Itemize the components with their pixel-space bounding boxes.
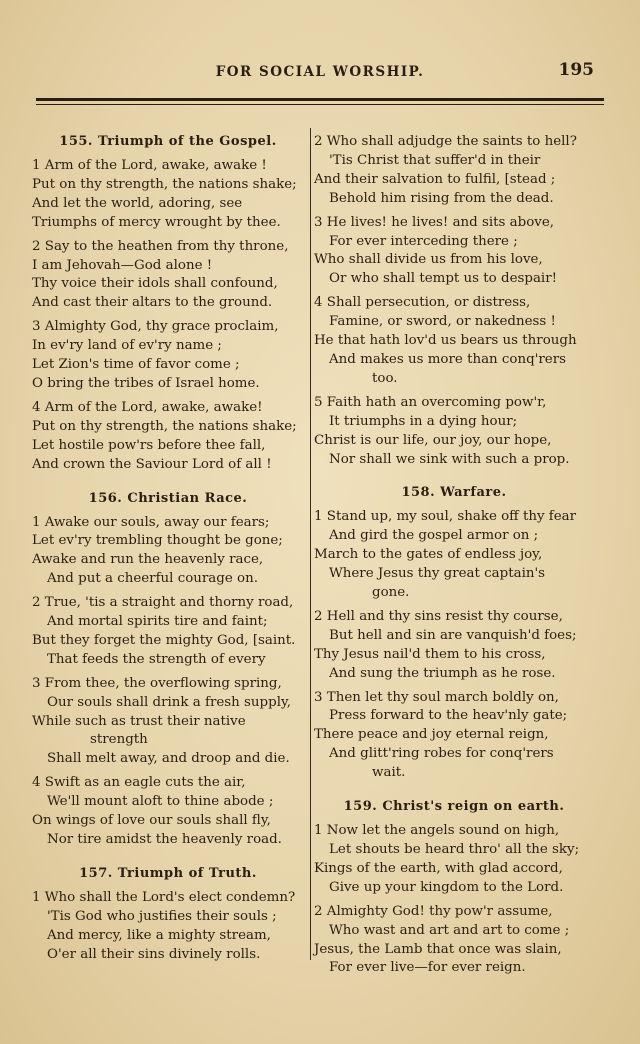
verse-line: Give up your kingdom to the Lord. <box>329 879 564 895</box>
verse-line: wait. <box>372 765 406 781</box>
running-header: FOR SOCIAL WORSHIP. <box>215 64 425 80</box>
verse-line: 4 Arm of the Lord, awake, awake! <box>32 399 263 415</box>
verse-line: 3 Almighty God, thy grace proclaim, <box>32 319 279 335</box>
hymn-157 <box>32 865 304 965</box>
verse-line: 3 He lives! he lives! and sits above, <box>314 214 555 230</box>
verse-line: Triumphs of mercy wrought by thee. <box>32 214 281 230</box>
stanza <box>314 133 594 209</box>
verse-line: Who shall divide us from his love, <box>314 252 543 268</box>
verse-line: 4 Swift as an eagle cuts the air, <box>32 775 246 791</box>
header-rule-thin <box>36 104 604 105</box>
stanza <box>32 889 304 965</box>
column-divider <box>310 128 311 960</box>
verse-line: 1 Stand up, my soul, shake off thy fear <box>314 509 577 525</box>
verse-line: 2 True, 'tis a straight and thorny road, <box>32 595 294 611</box>
verse-line: And mercy, like a mighty stream, <box>47 927 271 943</box>
verse-line: For ever live—for ever reign. <box>329 960 526 976</box>
stanza <box>32 157 304 233</box>
verse-line: 2 Say to the heathen from thy throne, <box>32 238 289 254</box>
verse-line: O'er all their sins divinely rolls. <box>47 946 261 962</box>
verse-line: 1 Who shall the Lord's elect condemn? <box>32 889 296 905</box>
verse-line: 1 Arm of the Lord, awake, awake ! <box>32 158 267 173</box>
verse-line: Thy Jesus nail'd them to his cross, <box>314 646 546 662</box>
verse-line: But they forget the mighty God, [saint. <box>32 632 296 648</box>
verse-line: Press forward to the heav'nly gate; <box>329 708 568 724</box>
stanza <box>314 689 594 784</box>
verse-line: Kings of the earth, with glad accord, <box>314 860 563 876</box>
verse-line: 4 Shall persecution, or distress, <box>314 295 531 311</box>
verse-line: Thy voice their idols shall confound, <box>32 276 278 292</box>
stanza <box>32 399 304 475</box>
stanza <box>314 822 594 898</box>
verse-line: Who wast and art and art to come ; <box>329 922 570 938</box>
verse-line: Shall melt away, and droop and die. <box>47 751 290 767</box>
verse-line: And mortal spirits tire and faint; <box>47 614 268 630</box>
verse-line: It triumphs in a dying hour; <box>329 413 518 429</box>
verse-line: Where Jesus thy great captain's <box>329 566 546 582</box>
verse-line: And cast their altars to the ground. <box>32 295 273 311</box>
verse-line: Let hostile pow'rs before thee fall, <box>32 437 266 453</box>
verse-line: 'Tis God who justifies their souls ; <box>47 908 277 924</box>
stanza <box>314 608 594 684</box>
verse-line: And gird the gospel armor on ; <box>329 528 539 544</box>
verse-line: And glitt'ring robes for conq'rers <box>329 746 554 762</box>
verse-line: Let ev'ry trembling thought be gone; <box>32 533 283 549</box>
verse-line: Behold him rising from the dead. <box>329 190 554 206</box>
hymn-title: 159. Christ's reign on earth. <box>343 799 565 815</box>
verse-line: 1 Awake our souls, away our fears; <box>32 514 270 530</box>
stanza <box>32 774 304 850</box>
verse-line: Or who shall tempt us to despair! <box>329 271 557 287</box>
stanza <box>314 214 594 290</box>
verse-line: 3 Then let thy soul march boldly on, <box>314 689 559 705</box>
verse-line: Our souls shall drink a fresh supply, <box>47 694 292 710</box>
right-column <box>314 133 594 983</box>
verse-line: too. <box>372 370 398 386</box>
verse-line: In ev'ry land of ev'ry name ; <box>32 338 222 354</box>
page-number: 195 <box>558 60 594 80</box>
verse-line: Christ is our life, our joy, our hope, <box>314 432 552 448</box>
verse-line: Nor tire amidst the heavenly road. <box>47 832 282 847</box>
hymn-title: 155. Triumph of the Gospel. <box>59 134 277 149</box>
verse-line: And crown the Saviour Lord of all ! <box>32 456 272 472</box>
verse-line: Famine, or sword, or nakedness ! <box>329 314 556 330</box>
left-column <box>32 133 304 970</box>
verse-line: 'Tis Christ that suffer'd in their <box>329 152 541 168</box>
verse-line: gone. <box>372 585 410 601</box>
verse-line: O bring the tribes of Israel home. <box>32 375 260 391</box>
verse-line: Nor shall we sink with such a prop. <box>329 451 570 467</box>
verse-line: He that hath lov'd us bears us through <box>314 333 577 349</box>
verse-line: And let the world, adoring, see <box>32 195 243 211</box>
verse-line: Put on thy strength, the nations shake; <box>32 176 297 192</box>
header-rule-thick <box>36 98 604 101</box>
hymn-title: 156. Christian Race. <box>88 490 248 506</box>
verse-line: But hell and sin are vanquish'd foes; <box>329 627 577 643</box>
verse-line: That feeds the strength of every <box>47 651 266 667</box>
verse-line: 1 Now let the angels sound on high, <box>314 823 560 839</box>
verse-line: 2 Almighty God! thy pow'r assume, <box>314 903 553 919</box>
stanza <box>314 903 594 979</box>
verse-line: 5 Faith hath an overcoming pow'r, <box>314 394 547 410</box>
verse-line: Put on thy strength, the nations shake; <box>32 418 297 434</box>
verse-line: Awake and run the heavenly race, <box>32 552 264 568</box>
stanza <box>314 508 594 603</box>
hymn-156 <box>32 490 304 850</box>
hymn-title: 158. Warfare. <box>401 485 507 501</box>
stanza <box>32 514 304 590</box>
hymn-159 <box>314 798 594 978</box>
verse-line: On wings of love our souls shall fly, <box>32 813 271 829</box>
hymn-157-continued <box>314 133 594 469</box>
hymn-158 <box>314 484 594 783</box>
verse-line: I am Jehovah—God alone ! <box>32 257 213 273</box>
verse-line: And put a cheerful courage on. <box>47 571 258 587</box>
verse-line: 3 From thee, the overflowing spring, <box>32 675 282 691</box>
verse-line: Let shouts be heard thro' all the sky; <box>329 842 580 857</box>
verse-line: Jesus, the Lamb that once was slain, <box>314 941 562 957</box>
verse-line: For ever interceding there ; <box>329 233 518 249</box>
hymn-title: 157. Triumph of Truth. <box>79 865 257 881</box>
verse-line: There peace and joy eternal reign, <box>314 727 549 743</box>
hymn-155 <box>32 133 304 475</box>
verse-line: We'll mount aloft to thine abode ; <box>47 794 274 810</box>
verse-line: And makes us more than conq'rers <box>329 351 566 367</box>
verse-line: 2 Hell and thy sins resist thy course, <box>314 608 563 624</box>
stanza <box>32 238 304 314</box>
verse-line: 2 Who shall adjudge the saints to hell? <box>314 134 577 149</box>
verse-line: And their salvation to fulfil, [stead ; <box>314 171 556 187</box>
stanza <box>314 394 594 470</box>
verse-line: strength <box>90 732 148 748</box>
stanza <box>32 675 304 770</box>
verse-line: And sung the triumph as he rose. <box>329 665 556 681</box>
verse-line: March to the gates of endless joy, <box>314 547 543 563</box>
verse-line: Let Zion's time of favor come ; <box>32 357 240 373</box>
stanza <box>314 294 594 389</box>
verse-line: While such as trust their native <box>32 713 246 729</box>
stanza <box>32 594 304 670</box>
stanza <box>32 318 304 394</box>
